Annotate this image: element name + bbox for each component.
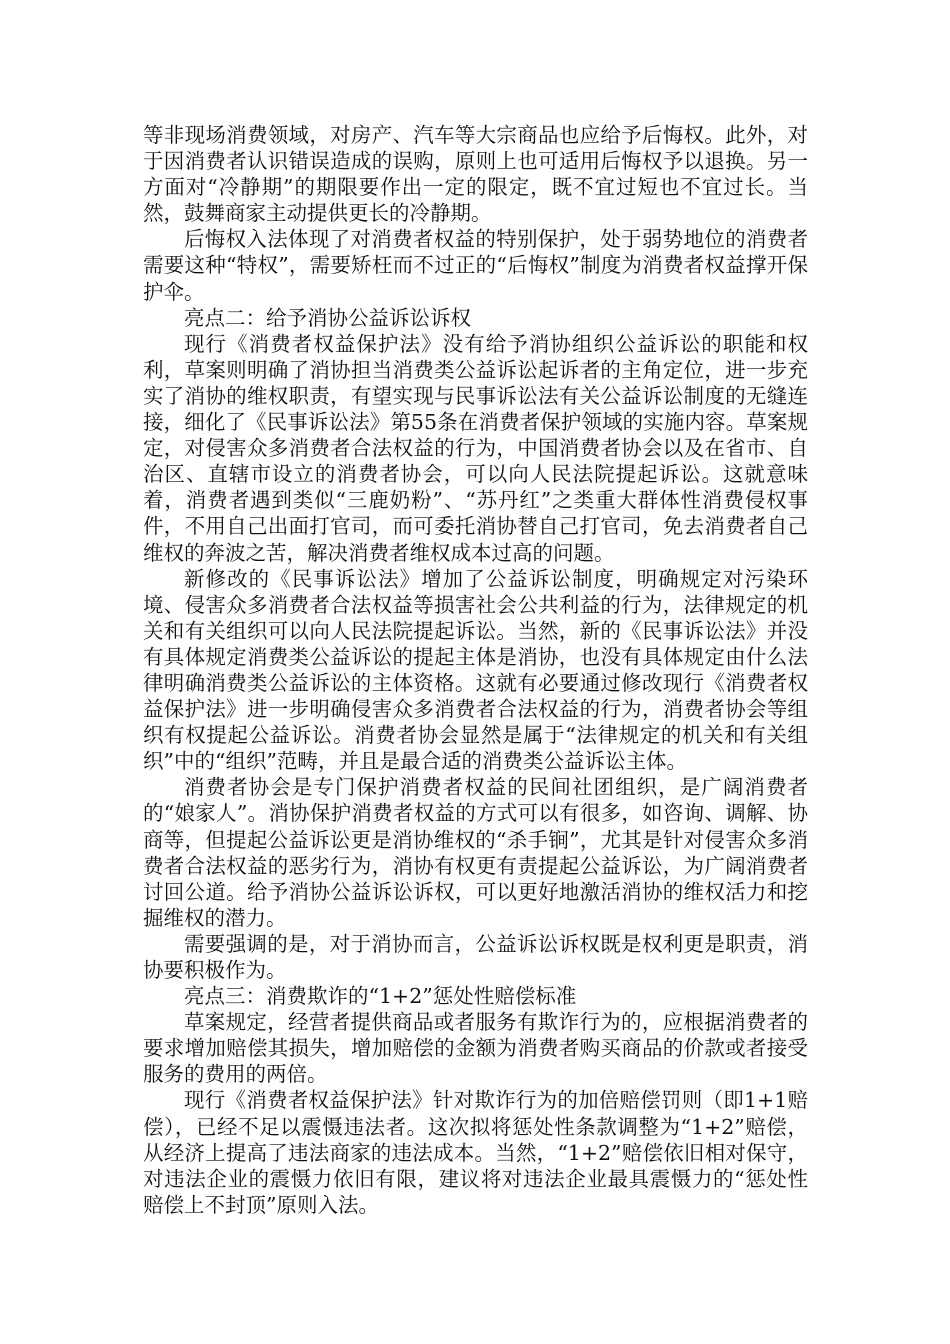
- paragraph-civil-procedure-law: 新修改的《民事诉讼法》增加了公益诉讼制度，明确规定对污染环境、侵害众多消费者合法权益等损害社会公共利益的行为，法律规定的机关和有关组织可以向人民法院提起诉讼。当然，新的《民事诉讼法》并没有具体规定消费类公益诉讼的提起主体是消协，也没有具体规定由什么法律明确消费类公益诉讼的主体资格。这就有必要通过修改现行《消费者权益保护法》进一步明确侵害众多消费者合法权益的行为，消费者协会等组织有权提起公益诉讼。消费者协会显然是属于“法律规定的机关和有关组织”中的“组织”范畴，并且是最合适的消费类公益诉讼主体。: [143, 566, 808, 774]
- document-page: [143, 122, 808, 1218]
- paragraph-right-and-duty: 需要强调的是，对于消协而言，公益诉讼诉权既是权利更是职责，消协要积极作为。: [143, 931, 808, 982]
- paragraph-public-interest-litigation: 现行《消费者权益保护法》没有给予消协组织公益诉讼的职能和权利，草案则明确了消协担当消费类公益诉讼起诉者的主角定位，进一步充实了消协的维权职责，有望实现与民事诉讼法有关公益诉讼制度的无缝连接，细化了《民事诉讼法》第55条在消费者保护领域的实施内容。草案规定，对侵害众多消费者合法权益的行为，中国消费者协会以及在省市、自治区、直辖市设立的消费者协会，可以向人民法院提起诉讼。这就意味着，消费者遇到类似“三鹿奶粉”、“苏丹红”之类重大群体性消费侵权事件，不用自己出面打官司，而可委托消协替自己打官司，免去消费者自己维权的奔波之苦，解决消费者维权成本过高的问题。: [143, 331, 808, 565]
- paragraph-draft-compensation: 草案规定，经营者提供商品或者服务有欺诈行为的，应根据消费者的要求增加赔偿其损失，增加赔偿的金额为消费者购买商品的价款或者接受服务的费用的两倍。: [143, 1010, 808, 1087]
- section-heading-highlight-two: 亮点二：给予消协公益诉讼诉权: [184, 305, 471, 330]
- paragraph-consumer-association-role: 消费者协会是专门保护消费者权益的民间社团组织，是广阔消费者的“娘家人”。消协保护消费者权益的方式可以有很多，如咨询、调解、协商等，但提起公益诉讼更是消协维权的“杀手锏”，尤其是针对侵害众多消费者合法权益的恶劣行为，消协有权更有责提起公益诉讼，为广阔消费者讨回公道。给予消协公益诉讼诉权，可以更好地激活消协的维权活力和挖掘维权的潜力。: [143, 775, 808, 930]
- paragraph-regret-right-protection: 后悔权入法体现了对消费者权益的特别保护，处于弱势地位的消费者需要这种“特权”，需要矫枉而不过正的“后悔权”制度为消费者权益撑开保护伞。: [143, 227, 808, 304]
- paragraph-cooling-off-scope: 等非现场消费领域，对房产、汽车等大宗商品也应给予后悔权。此外，对于因消费者认识错误造成的误购，原则上也可适用后悔权予以退换。另一方面对“冷静期”的期限要作出一定的限定，既不宜过短也不宜过长。当然，鼓舞商家主动提供更长的冷静期。: [143, 123, 808, 226]
- section-heading-highlight-three: 亮点三：消费欺诈的“1+2”惩处性赔偿标准: [184, 984, 577, 1009]
- paragraph-punitive-damages: 现行《消费者权益保护法》针对欺诈行为的加倍赔偿罚则（即1+1赔偿），已经不足以震慑违法者。这次拟将惩处性条款调整为“1+2”赔偿，从经济上提高了违法商家的违法成本。当然，“1+2”赔偿依旧相对保守，对违法企业的震慑力依旧有限，建议将对违法企业最具震慑力的“惩处性赔偿上不封顶”原则入法。: [143, 1088, 808, 1217]
